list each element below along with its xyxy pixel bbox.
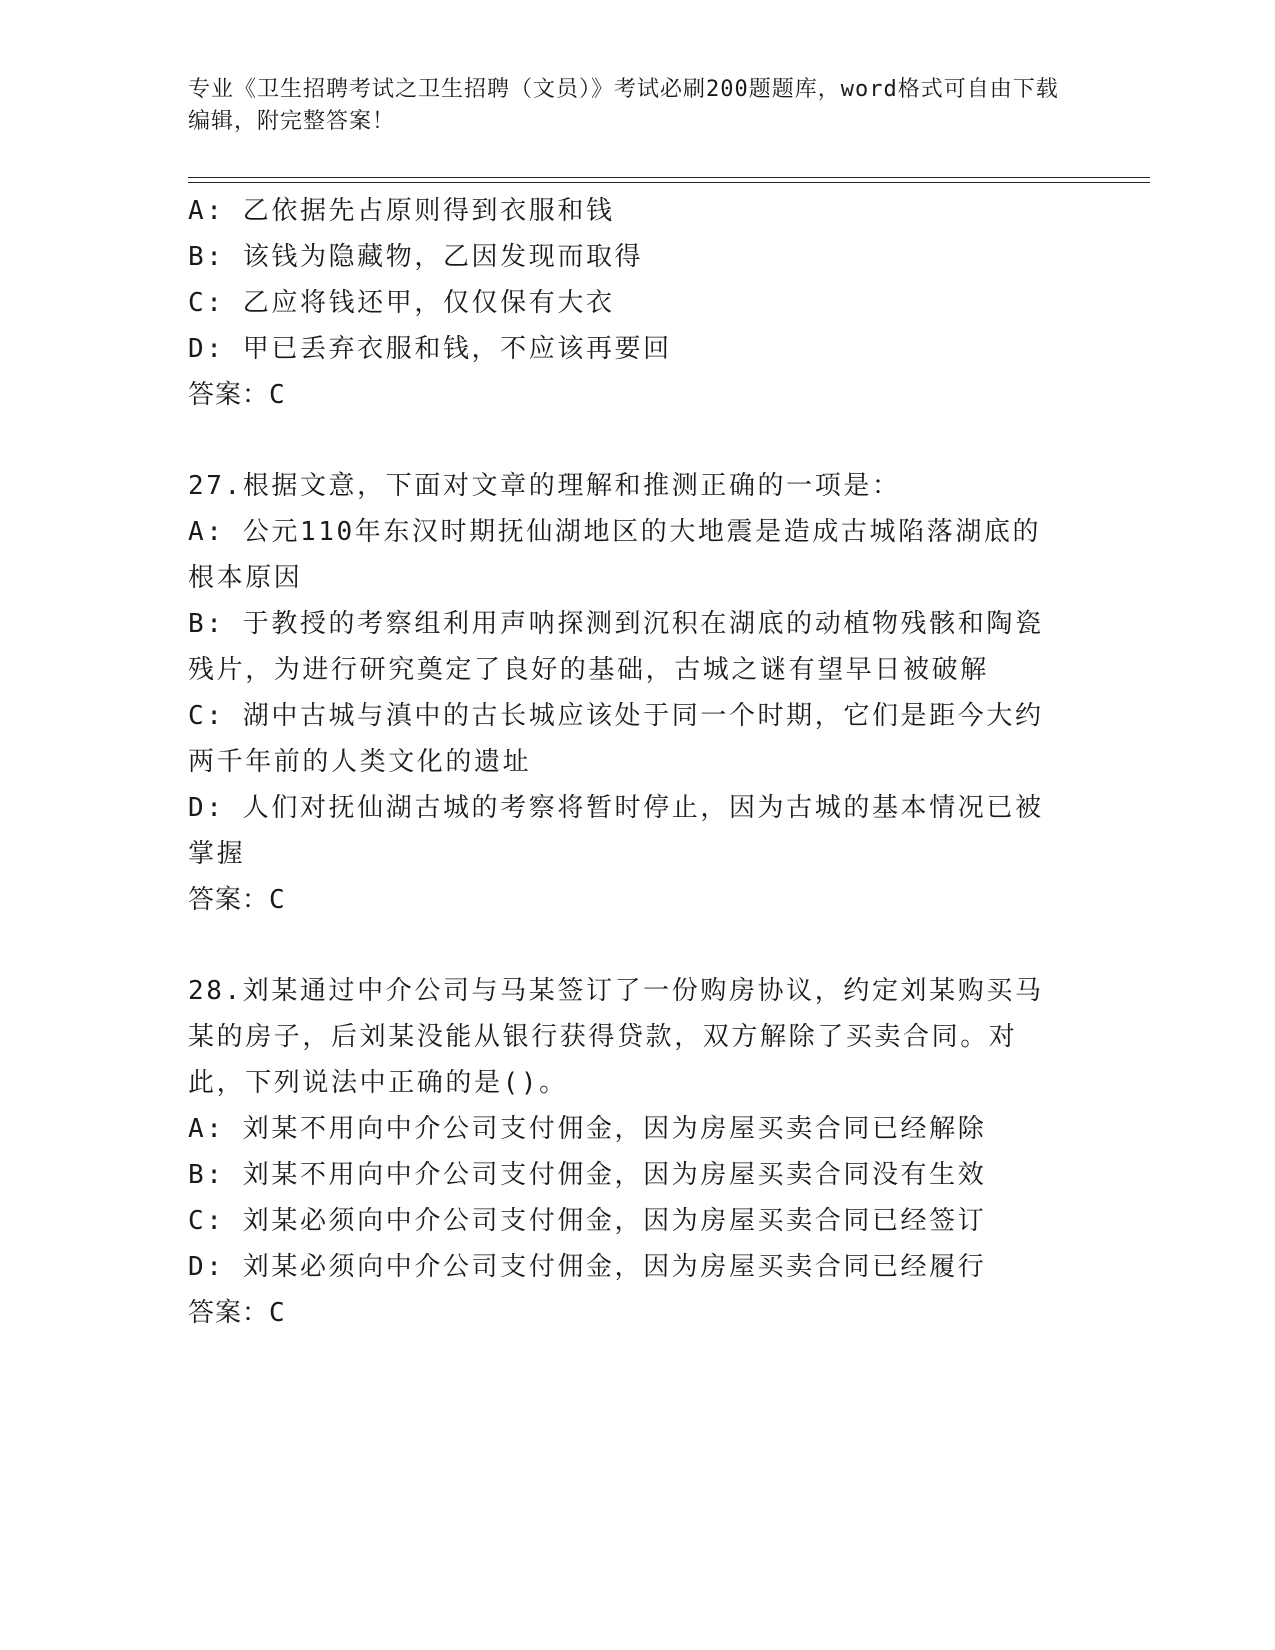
option-a: A: 乙依据先占原则得到衣服和钱 <box>188 196 615 226</box>
option-c: C: 刘某必须向中介公司支付佣金，因为房屋买卖合同已经签订 <box>188 1206 987 1236</box>
option-a: A: 刘某不用向中介公司支付佣金，因为房屋买卖合同已经解除 <box>188 1114 987 1144</box>
option-d: D: 甲已丢弃衣服和钱，不应该再要回 <box>188 334 672 364</box>
document-header: 专业《卫生招聘考试之卫生招聘（文员）》考试必刷200题题库，word格式可自由下载编辑，附完整答案！ <box>188 77 1059 134</box>
option-c: C: 乙应将钱还甲，仅仅保有大衣 <box>188 288 615 318</box>
option-b: B: 该钱为隐藏物，乙因发现而取得 <box>188 242 644 272</box>
document-body <box>188 188 1068 1336</box>
question-stem: 28.刘某通过中介公司与马某签订了一份购房协议，约定刘某购买马某的房子，后刘某没能从银行获得贷款，双方解除了买卖合同。对此，下列说法中正确的是()。 <box>188 976 1044 1098</box>
question-stem: 27.根据文意，下面对文章的理解和推测正确的一项是： <box>188 471 901 501</box>
option-d: D: 人们对抚仙湖古城的考察将暂时停止，因为古城的基本情况已被掌握 <box>188 793 1044 869</box>
option-d: D: 刘某必须向中介公司支付佣金，因为房屋买卖合同已经履行 <box>188 1252 987 1282</box>
answer-line: 答案：C <box>188 380 286 410</box>
option-b: B: 刘某不用向中介公司支付佣金，因为房屋买卖合同没有生效 <box>188 1160 987 1190</box>
spacer <box>188 418 1068 463</box>
option-b: B: 于教授的考察组利用声呐探测到沉积在湖底的动植物残骸和陶瓷残片，为进行研究奠定了良好的基础，古城之谜有望早日被破解 <box>188 609 1044 685</box>
question-block <box>188 188 1068 418</box>
option-c: C: 湖中古城与滇中的古长城应该处于同一个时期，它们是距今大约两千年前的人类文化的遗址 <box>188 701 1044 777</box>
question-block <box>188 968 1068 1336</box>
answer-line: 答案：C <box>188 1298 286 1328</box>
spacer <box>188 923 1068 968</box>
answer-line: 答案：C <box>188 885 286 915</box>
option-a: A: 公元110年东汉时期抚仙湖地区的大地震是造成古城陷落湖底的根本原因 <box>188 517 1042 593</box>
question-block <box>188 463 1068 923</box>
header-double-rule <box>188 177 1150 183</box>
